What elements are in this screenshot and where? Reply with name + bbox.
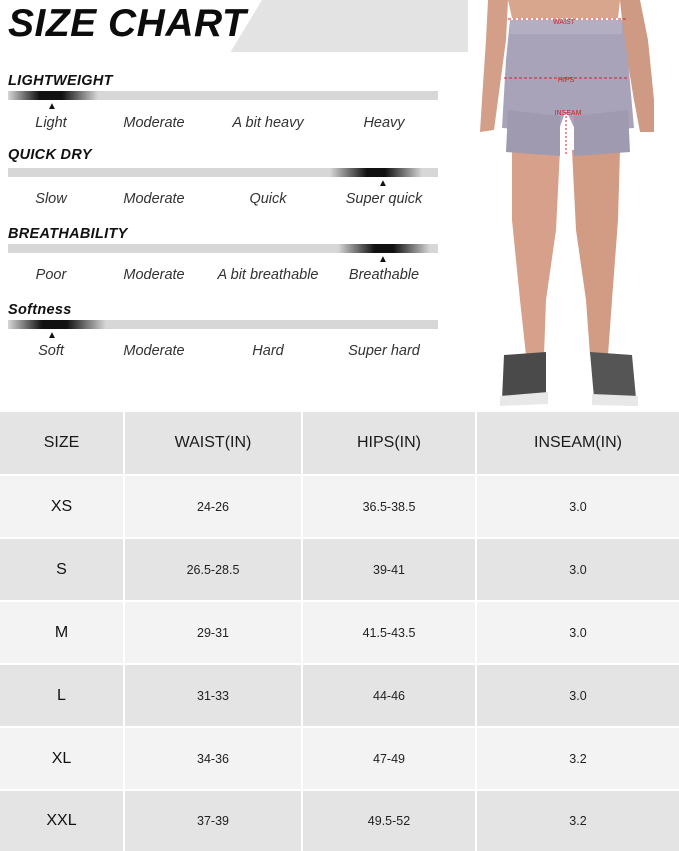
table-cell-waist: 37-39	[125, 791, 301, 851]
rating-level: Poor	[35, 267, 67, 283]
inseam-label: INSEAM	[554, 110, 582, 117]
table-cell-hips: 47-49	[303, 728, 475, 789]
rating-level: Moderate	[123, 115, 185, 131]
table-cell-waist: 24-26	[125, 476, 301, 537]
table-header-inseam: INSEAM(IN)	[477, 412, 679, 474]
triangle-up-icon: ▲	[47, 101, 57, 112]
table-cell-waist: 26.5-28.5	[125, 539, 301, 600]
rating-highlight	[8, 320, 106, 329]
table-cell-hips: 44-46	[303, 665, 475, 726]
table-header-hips: HIPS(IN)	[303, 412, 475, 474]
rating-level: Hard	[252, 343, 284, 359]
table-cell-inseam: 3.2	[477, 728, 679, 789]
table-cell-waist: 31-33	[125, 665, 301, 726]
triangle-up-icon: ▲	[378, 178, 388, 189]
table-cell-size: XL	[0, 728, 123, 789]
rating-title-quick-dry: QUICK DRY	[8, 147, 92, 163]
table-cell-hips: 36.5-38.5	[303, 476, 475, 537]
table-cell-hips: 41.5-43.5	[303, 602, 475, 663]
rating-level: Quick	[249, 191, 287, 207]
rating-level: Moderate	[123, 343, 185, 359]
table-header-waist: WAIST(IN)	[125, 412, 301, 474]
rating-title-lightweight: LIGHTWEIGHT	[8, 73, 113, 89]
rating-level: Super quick	[345, 191, 423, 207]
rating-highlight	[330, 168, 422, 177]
rating-level: Slow	[35, 191, 67, 207]
table-cell-size: M	[0, 602, 123, 663]
rating-level: A bit heavy	[232, 115, 304, 131]
table-cell-hips: 39-41	[303, 539, 475, 600]
rating-level: Heavy	[363, 115, 405, 131]
rating-level: Moderate	[123, 191, 185, 207]
rating-level: Moderate	[123, 267, 185, 283]
table-cell-hips: 49.5-52	[303, 791, 475, 851]
table-cell-size: XS	[0, 476, 123, 537]
triangle-up-icon: ▲	[47, 330, 57, 341]
rating-bar-softness	[8, 320, 438, 329]
size-table	[0, 412, 679, 851]
rating-bar-breathability	[8, 244, 438, 253]
table-cell-inseam: 3.2	[477, 791, 679, 851]
rating-highlight	[338, 244, 430, 253]
triangle-up-icon: ▲	[378, 254, 388, 265]
table-cell-size: L	[0, 665, 123, 726]
table-cell-size: S	[0, 539, 123, 600]
rating-level: A bit breathable	[217, 267, 319, 283]
rating-title-breathability: BREATHABILITY	[8, 226, 128, 242]
table-cell-inseam: 3.0	[477, 602, 679, 663]
table-cell-inseam: 3.0	[477, 665, 679, 726]
rating-level: Breathable	[348, 267, 420, 283]
rating-highlight	[8, 91, 98, 100]
table-cell-inseam: 3.0	[477, 539, 679, 600]
rating-level: Super hard	[348, 343, 420, 359]
rating-bar-lightweight	[8, 91, 438, 100]
rating-title-softness: Softness	[8, 302, 72, 318]
model-photo	[468, 0, 679, 410]
table-cell-waist: 29-31	[125, 602, 301, 663]
page-title: SIZE CHART	[8, 2, 247, 45]
table-header-size: SIZE	[0, 412, 123, 474]
table-cell-size: XXL	[0, 791, 123, 851]
rating-level: Soft	[38, 343, 64, 359]
waist-label: WAIST	[553, 19, 575, 26]
table-cell-inseam: 3.0	[477, 476, 679, 537]
hips-label: HIPS	[557, 77, 575, 84]
table-cell-waist: 34-36	[125, 728, 301, 789]
rating-level: Light	[35, 115, 67, 131]
rating-bar-quick-dry	[8, 168, 438, 177]
